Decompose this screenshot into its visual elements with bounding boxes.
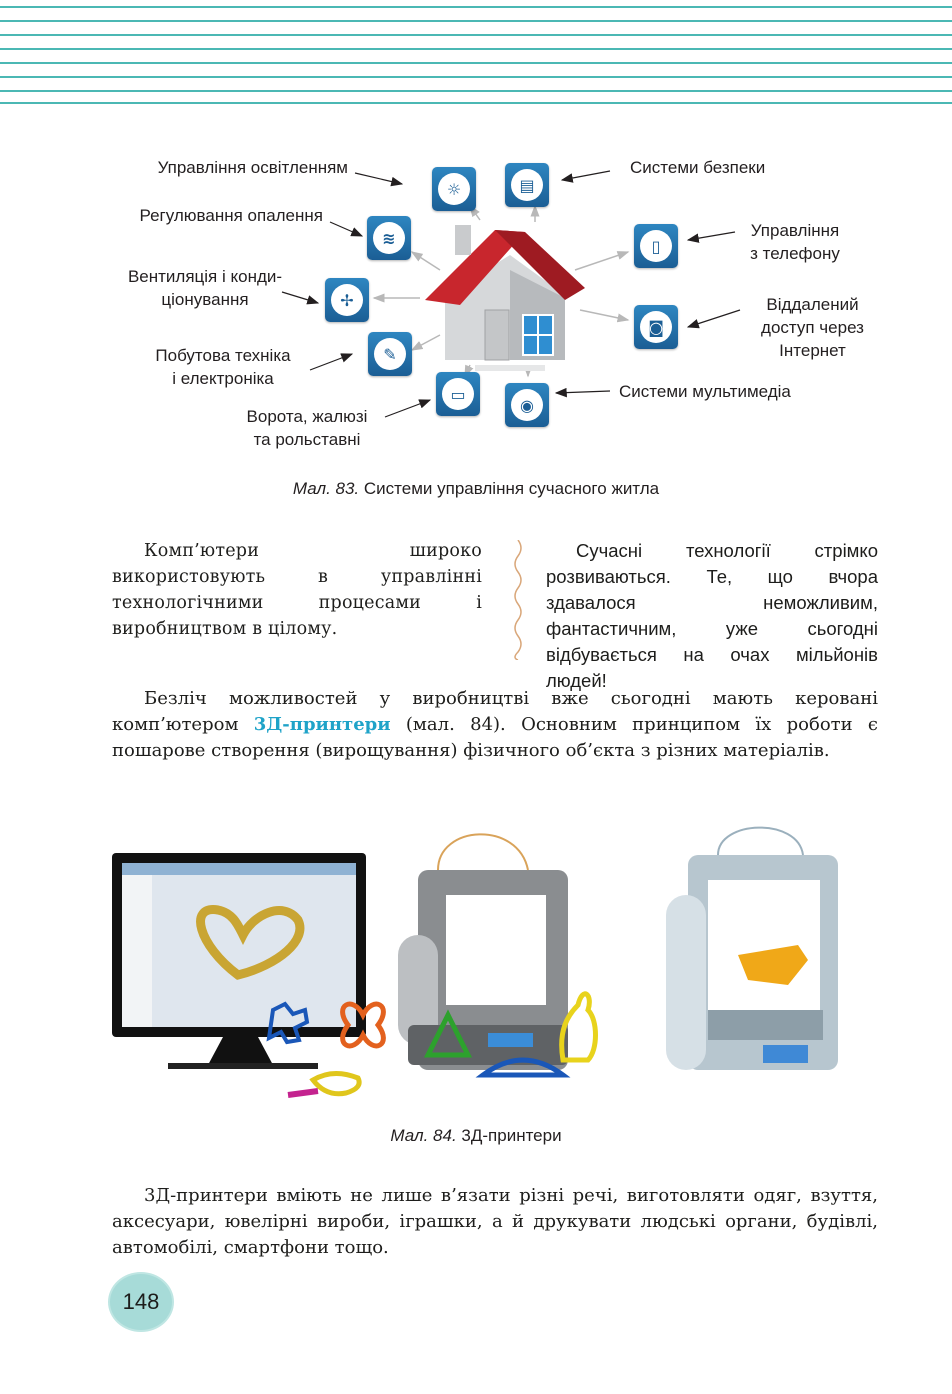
right-column-text: Сучасні технології стрімко розвиваються. Те, що вчора здавалося неможливим, фантастичним, уже сьогодні відбувається на очах мільйонів людей! [546,540,878,691]
gate-icon: ▭ [436,372,480,416]
label-gates-line2: та рольставні [253,430,361,449]
figure-83-number: Мал. 83. [292,479,360,498]
label-gates [222,405,392,451]
paragraph1-after: (мал. 84). Основним принципом їх роботи є пошарове створення (вирощування) фізичного об’єкта з різних матеріалів. [112,714,879,761]
bulb-icon: ☼ [432,167,476,211]
label-multimedia: Системи мультимедіа [619,382,791,401]
smart-home-diagram [0,140,952,470]
remote-access-icon: ◙ [634,305,678,349]
label-remote-line1: Віддалений [766,295,859,314]
3d-printers-photo [108,825,868,1115]
label-lighting: Управління освітленням [157,158,348,177]
label-phone-line2: з телефону [750,244,840,263]
header-decoration [0,0,952,110]
label-heating: Регулювання опалення [139,206,323,225]
page-number: 148 [108,1272,174,1332]
label-ventilation [100,265,310,311]
label-gates-line1: Ворота, жалюзі [246,407,368,426]
house-illustration [415,210,590,375]
paragraph1-before: Безліч можливостей у виробництві вже сьогодні мають керовані комп’ютером [112,688,878,735]
label-ventilation-line1: Вентиляція і конди- [127,267,283,286]
heater-icon: ≋ [367,216,411,260]
wavy-divider [510,540,526,660]
figure-84-caption [0,1126,952,1146]
label-appliances [130,344,316,390]
figure-84-number: Мал. 84. [390,1126,457,1145]
label-security: Системи безпеки [630,158,766,177]
paragraph-3d-printers-uses: 3Д-принтери вміють не лише в’язати різні речі, виготовляти одяг, взуття, аксесуари, ювелірні вироби, іграшки, а й друкувати людські органи, будівлі, автомобілі, смартфони тощо. [112,1185,878,1258]
label-appliances-line1: Побутова техніка [155,346,291,365]
label-phone-line1: Управління [750,221,840,240]
label-remote-line3: Інтернет [779,341,846,360]
appliance-icon: ✎ [368,332,412,376]
term-3d-printers: 3Д-принтери [253,714,391,735]
figure-83-text: Системи управління сучасного житла [359,479,660,498]
phone-icon: ▯ [634,224,678,268]
label-appliances-line2: і електроніка [172,369,274,388]
left-column-text: Комп’ютери широко використовують в управлінні технологічними процесами і виробництвом в цілому. [112,541,482,639]
security-panel-icon: ▤ [505,163,549,207]
figure-84-text: 3Д-принтери [456,1126,562,1145]
paragraph-3d-printers-intro [112,686,878,764]
label-ventilation-line2: ціонування [161,290,249,309]
fan-icon: ✢ [325,278,369,322]
label-remote-line2: доступ через [761,318,864,337]
figure-83-caption [0,479,952,499]
label-remote [745,293,880,362]
label-phone [730,219,860,265]
multimedia-icon: ◉ [505,383,549,427]
